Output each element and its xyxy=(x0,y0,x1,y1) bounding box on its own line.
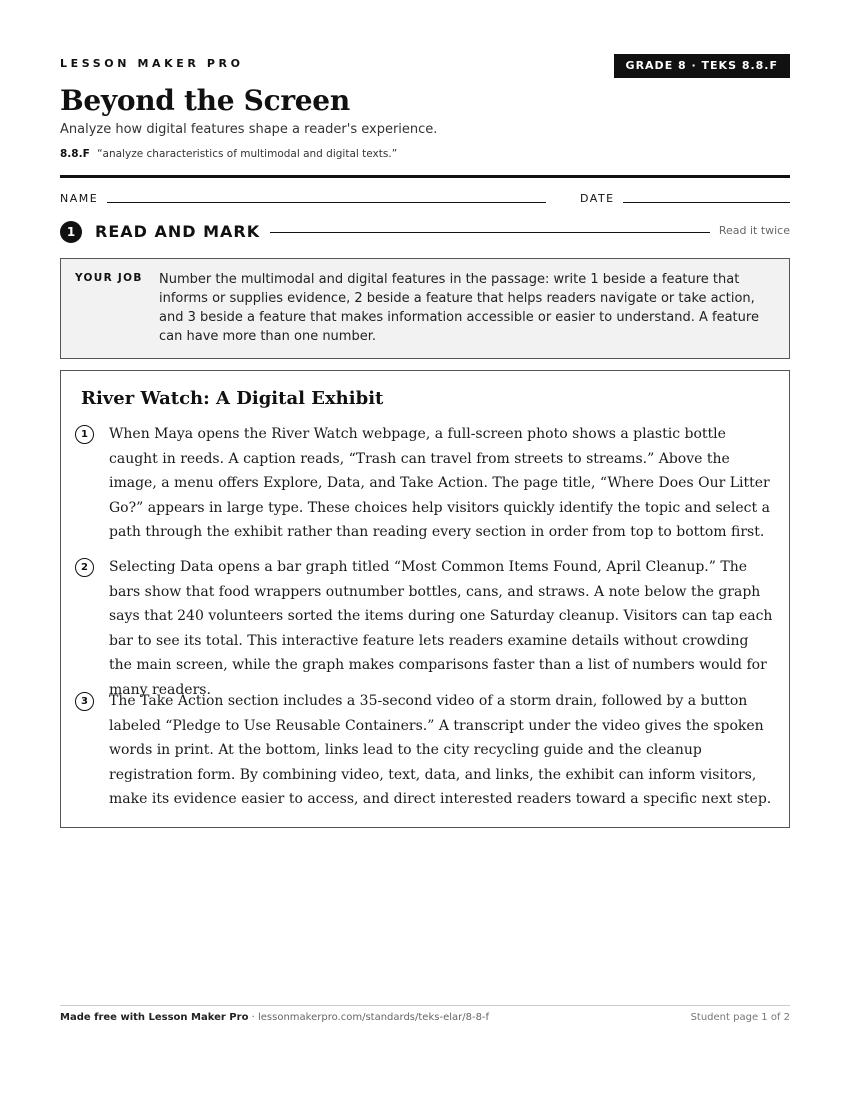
job-instructions-box xyxy=(60,258,790,359)
brand-name: LESSON MAKER PRO xyxy=(60,57,244,70)
grade-badge: GRADE 8 · TEKS 8.8.F xyxy=(614,54,790,78)
footer-made-with: Made free with Lesson Maker Pro xyxy=(60,1012,249,1023)
section-hint: Read it twice xyxy=(718,224,790,237)
date-label: DATE xyxy=(580,192,615,205)
standard-line xyxy=(60,148,397,160)
paragraph-text: The Take Action section includes a 35-second video of a storm drain, followed by a button labeled “Pledge to Use Reusable Containers.” A transcript under the video gives the spoken words in print. At the bottom, links lead to the city recycling guide and the cleanup registration form. By combining video, text, data, and links, the exhibit can inform visitors, make its evidence easier to access, and direct interested readers toward a specific next step. xyxy=(109,693,772,807)
paragraph-number: 1 xyxy=(75,425,94,444)
passage-title: River Watch: A Digital Exhibit xyxy=(81,388,384,409)
header-divider xyxy=(60,175,790,178)
paragraph-number: 2 xyxy=(75,558,94,577)
date-line[interactable] xyxy=(623,202,790,203)
name-line[interactable] xyxy=(107,202,546,203)
section-title: READ AND MARK xyxy=(95,222,261,241)
page-subtitle: Analyze how digital features shape a reader's experience. xyxy=(60,122,438,137)
page-title: Beyond the Screen xyxy=(60,84,350,117)
standard-text: “analyze characteristics of multimodal and digital texts.” xyxy=(97,148,398,160)
job-text: Number the multimodal and digital features in the passage: write 1 beside a feature that informs or supplies evidence, 2 beside a feature that helps readers navigate or take action, and 3 beside a feature that makes information accessible or easier to understand. A feature can have more than one number. xyxy=(159,272,759,344)
paragraph-text: When Maya opens the River Watch webpage, a full-screen photo shows a plastic bottle caught in reeds. A caption reads, “Trash can travel from streets to streams.” Above the image, a menu offers Explore, Data, and Take Action. The page title, “Where Does Our Litter Go?” appears in large type. These choices help visitors quickly identify the topic and select a path through the exhibit rather than reading every section in order from top to bottom first. xyxy=(109,426,770,540)
passage-box xyxy=(60,370,790,828)
name-date-row xyxy=(60,192,790,206)
footer-divider xyxy=(60,1005,790,1006)
footer-separator: · xyxy=(248,1012,258,1023)
section-rule xyxy=(270,232,710,233)
section-number: 1 xyxy=(60,221,82,243)
footer-credit xyxy=(60,1012,489,1023)
paragraph-text: Selecting Data opens a bar graph titled “Most Common Items Found, April Cleanup.” The bars show that food wrappers outnumber bottles, cans, and straws. A note below the graph says that 240 volunteers sorted the items during one Saturday cleanup. Visitors can tap each bar to see its total. This interactive feature lets readers examine details without crowding the main screen, while the graph makes comparisons faster than a list of numbers would for many readers. xyxy=(109,559,773,698)
worksheet-page xyxy=(60,0,790,1100)
footer-url[interactable]: lessonmakerpro.com/standards/teks-elar/8-8-f xyxy=(257,1012,490,1023)
job-label: YOUR JOB xyxy=(75,272,143,284)
paragraph-number: 3 xyxy=(75,692,94,711)
standard-code: 8.8.F xyxy=(60,148,90,160)
section-read-and-mark xyxy=(60,220,790,244)
footer-page-number: Student page 1 of 2 xyxy=(690,1012,790,1023)
name-label: NAME xyxy=(60,192,99,205)
